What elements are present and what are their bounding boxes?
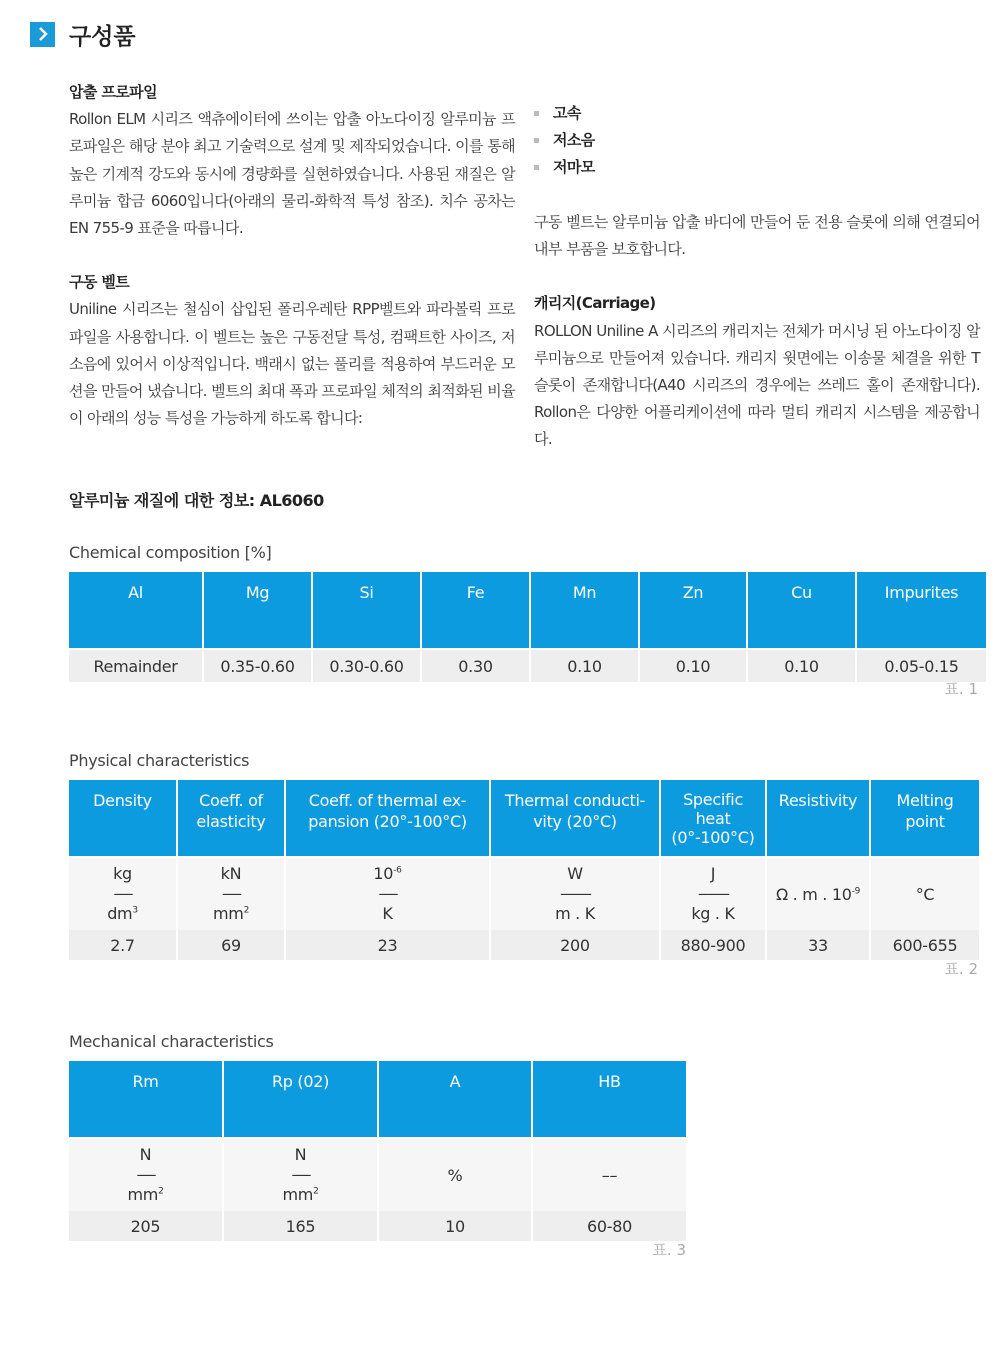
left-column: [69, 79, 515, 432]
table-row: [69, 1211, 686, 1241]
bullet-square-icon: [534, 138, 539, 143]
table-cell: 0.30-0.60: [313, 650, 420, 682]
table-cell: 880-900: [661, 930, 765, 960]
table1-caption: Chemical composition [%]: [69, 543, 272, 562]
chevron-right-icon: [30, 22, 55, 47]
drive-belt-body: Uniline 시리즈는 철심이 삽입된 폴리우레탄 RPP벨트와 파라볼릭 프로파일을 사용합니다. 이 벨트는 높은 구동전달 특성, 컴팩트한 사이즈, 저소음에 있어서 이상적입니다. 백래시 없는 풀리를 적용하여 부드러운 모션을 만들어 냈습니다. 벨트의 최대 폭과 프로파일 체적의 최적화된 비율이 아래의 성능 특성을 가능하게 하도록 합니다:: [69, 300, 515, 428]
list-item: 저소음: [534, 127, 980, 154]
header-rp: Rp (02): [224, 1061, 377, 1139]
header-rm: Rm: [69, 1061, 222, 1139]
header-melting-point: Melting point: [871, 780, 979, 858]
header-fe: Fe: [422, 572, 529, 650]
header-cu: Cu: [748, 572, 855, 650]
page-title: 구성품: [69, 23, 136, 50]
header-mg: Mg: [204, 572, 311, 650]
header-impurities: Impurites: [857, 572, 986, 650]
bullet-square-icon: [534, 165, 539, 170]
table-cell: 60-80: [533, 1211, 686, 1241]
bullet-square-icon: [534, 111, 539, 116]
table1-label: 표. 1: [944, 680, 978, 698]
table2-caption: Physical characteristics: [69, 751, 250, 770]
table-cell: Remainder: [69, 650, 202, 682]
header-al: Al: [69, 572, 202, 650]
table-cell: 69: [178, 930, 284, 960]
header-density: Density: [69, 780, 176, 858]
melting-unit: °C: [871, 858, 979, 930]
table-cell: 0.10: [531, 650, 638, 682]
header-thermal-conductivity: Thermal conducti- vity (20°C): [491, 780, 659, 858]
extrusion-profile-body: Rollon ELM 시리즈 액츄에이터에 쓰이는 압출 아노다이징 알루미늄 프로파일은 해당 분야 최고 기술력으로 설계 및 제작되었습니다. 이를 통해 높은 기계적 강도와 동시에 경량화를 실현하였습니다. 사용된 재질은 알루미늄 합금 6060입니다(아래의 물리-화학적 특성 참조). 치수 공차는 EN 755-9 표준을 따릅니다.: [69, 110, 515, 238]
thermal-expansion-unit: $10^{-6}$ ––– K: [373, 864, 402, 923]
table-cell: 205: [69, 1211, 222, 1241]
table3-caption: Mechanical characteristics: [69, 1032, 274, 1051]
header-si: Si: [313, 572, 420, 650]
feature-list: [534, 100, 980, 181]
header-zn: Zn: [640, 572, 746, 650]
header-thermal-expansion: Coeff. of thermal ex- pansion (20°-100°C): [286, 780, 489, 858]
carriage-title: 캐리지(Carriage): [534, 294, 656, 313]
table-cell: 165: [224, 1211, 377, 1241]
header-resistivity: Resistivity: [767, 780, 869, 858]
belt-cover-body: 구동 벨트는 알루미늄 압출 바디에 만들어 둔 전용 슬롯에 의해 연결되어 내부 부품을 보호합니다.: [534, 213, 980, 259]
table-row: [69, 650, 986, 682]
table-cell: 200: [491, 930, 659, 960]
header-a: A: [379, 1061, 531, 1139]
header-mn: Mn: [531, 572, 638, 650]
drive-belt-title: 구동 벨트: [69, 273, 130, 292]
resistivity-unit: Ω . m . $10^{-9}$: [767, 858, 869, 930]
list-item: 저마모: [534, 154, 980, 181]
carriage-body: ROLLON Uniline A 시리즈의 캐리지는 전체가 머시닝 된 아노다이징 알루미늄으로 만들어져 있습니다. 캐리지 윗면에는 이송물 체결을 위한 T슬롯이 존재합니다(A40 시리즈의 경우에는 쓰레드 홀이 존재합니다). Rollon은 다양한 어플리케이션에 따라 멀티 캐리지 시스템을 제공합니다.: [534, 321, 980, 449]
hb-unit: ––: [533, 1139, 686, 1211]
specific-heat-unit: J ––––– kg . K: [691, 864, 735, 923]
rm-unit: N ––– $mm^2$: [127, 1145, 164, 1204]
right-column: [534, 100, 980, 454]
table-row: [69, 930, 979, 960]
elasticity-unit: kN ––– $mm^2$: [212, 864, 249, 923]
table-cell: 600-655: [871, 930, 979, 960]
table-cell: 0.10: [640, 650, 746, 682]
units-row: [69, 858, 979, 930]
header-elasticity: Coeff. of elasticity: [178, 780, 284, 858]
table-cell: 33: [767, 930, 869, 960]
table-cell: 10: [379, 1211, 531, 1241]
physical-characteristics-table: [67, 780, 981, 960]
list-item: 고속: [534, 100, 980, 127]
table-cell: 0.30: [422, 650, 529, 682]
table-cell: 23: [286, 930, 489, 960]
units-row: [69, 1139, 686, 1211]
density-unit: kg ––– $dm^3$: [107, 864, 138, 923]
a-unit: %: [379, 1139, 531, 1211]
table2-label: 표. 2: [944, 960, 978, 978]
table-cell: 0.05-0.15: [857, 650, 986, 682]
table3-label: 표. 3: [652, 1241, 686, 1259]
table-cell: 2.7: [69, 930, 176, 960]
extrusion-profile-title: 압출 프로파일: [69, 83, 157, 101]
header-specific-heat: Specific heat (0°-100°C): [661, 780, 765, 858]
rp-unit: N ––– $mm^2$: [282, 1145, 319, 1204]
table-cell: 0.35-0.60: [204, 650, 311, 682]
section-header: [30, 18, 136, 50]
conductivity-unit: W ––––– m . K: [555, 864, 595, 923]
table-cell: 0.10: [748, 650, 855, 682]
mechanical-characteristics-table: [67, 1061, 688, 1241]
header-hb: HB: [533, 1061, 686, 1139]
chemical-composition-table: [67, 572, 988, 682]
material-info-title: 알루미늄 재질에 대한 정보: AL6060: [69, 491, 324, 510]
